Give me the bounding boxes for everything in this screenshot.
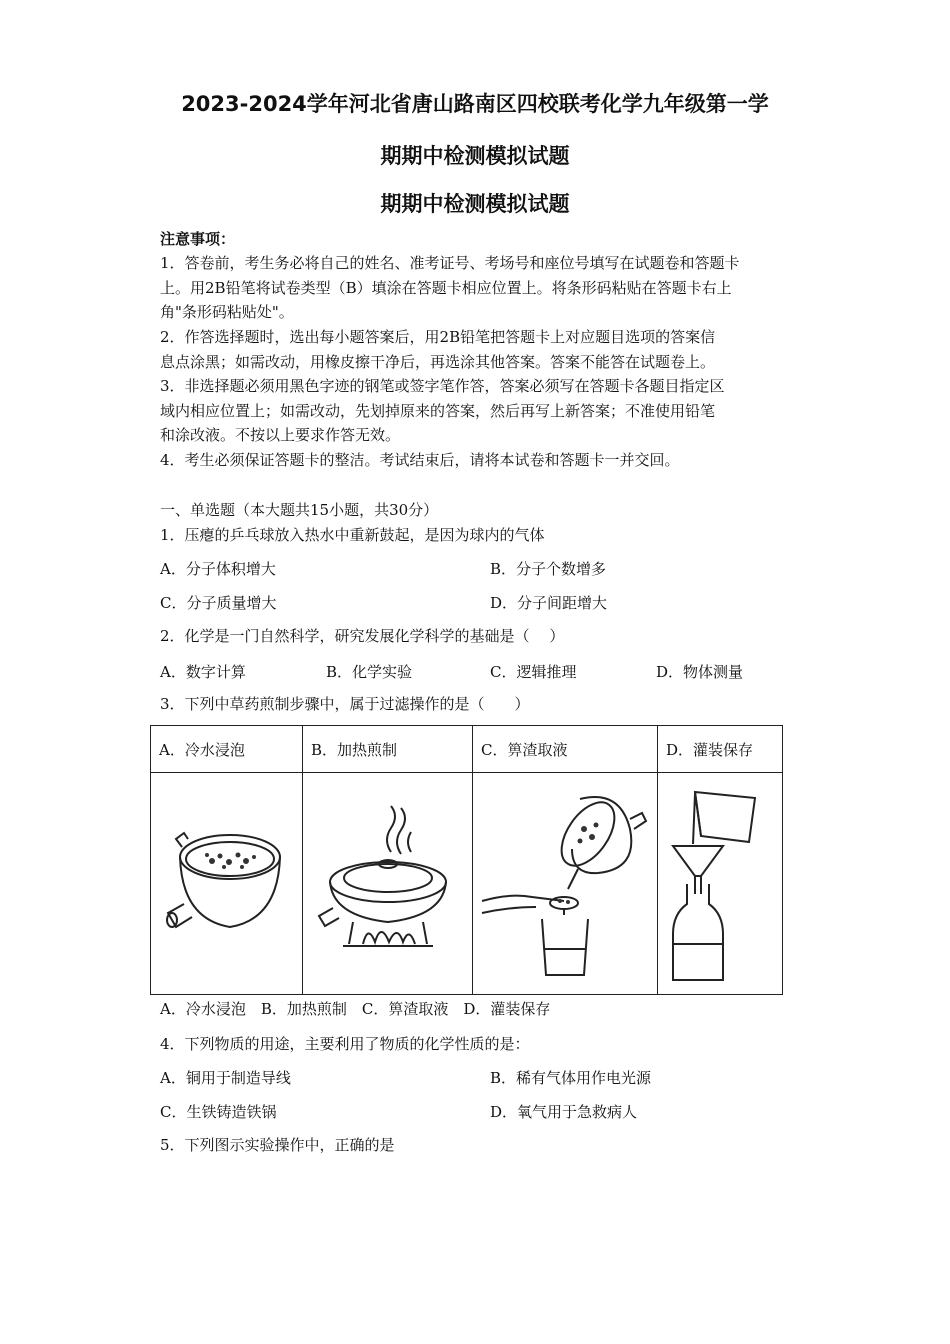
- question-2-stem: 2．化学是一门自然科学，研究发展化学科学的基础是（ ）: [160, 627, 565, 645]
- q3-image-d: [658, 773, 783, 995]
- section-heading: 一、单选题（本大题共15小题，共30分）: [160, 501, 439, 519]
- q3-image-b: [303, 773, 473, 995]
- filter-pour-icon: [480, 789, 650, 979]
- q4-option-d: D．氧气用于急救病人: [490, 1103, 638, 1121]
- question-3-stem: 3．下列中草药煎制步骤中，属于过滤操作的是（ ）: [160, 695, 530, 713]
- q2-option-b: B．化学实验: [326, 663, 413, 681]
- notice-line: 2．作答选择题时，选出每小题答案后，用2B铅笔把答题卡上对应题目选项的答案信: [160, 328, 716, 346]
- q3-image-a: [151, 773, 303, 995]
- q4-option-a: A．铜用于制造导线: [160, 1069, 291, 1087]
- doc-title-line2: 期期中检测模拟试题: [380, 144, 570, 168]
- notice-line: 3．非选择题必须用黑色字迹的钢笔或签字笔作答，答案必须写在答题卡各题目指定区: [160, 377, 725, 395]
- q3-option-row: A．冷水浸泡 B．加热煎制 C．箅渣取液 D．灌装保存: [160, 1000, 551, 1018]
- pot-icon: [162, 809, 292, 959]
- notice-line: 上。用2B铅笔将试卷类型（B）填涂在答题卡相应位置上。将条形码粘贴在答题卡右上: [160, 279, 732, 297]
- q1-option-d: D．分子间距增大: [490, 594, 608, 612]
- doc-title-line3: 期期中检测模拟试题: [380, 192, 570, 216]
- q4-option-b: B．稀有气体用作电光源: [490, 1069, 652, 1087]
- notice-line: 域内相应位置上；如需改动，先划掉原来的答案，然后再写上新答案；不准使用铅笔: [160, 402, 716, 420]
- q1-option-c: C．分子质量增大: [160, 594, 277, 612]
- funnel-bottle-icon: [665, 784, 775, 984]
- question-1-stem: 1．压瘪的乒乓球放入热水中重新鼓起，是因为球内的气体: [160, 526, 545, 544]
- notice-line: 角"条形码粘贴处"。: [160, 303, 294, 321]
- notice-line: 1．答卷前，考生务必将自己的姓名、准考证号、考场号和座位号填写在试题卷和答题卡: [160, 254, 740, 272]
- doc-title-line1: 2023-2024学年河北省唐山路南区四校联考化学九年级第一学: [181, 92, 769, 116]
- q2-option-a: A．数字计算: [160, 663, 246, 681]
- q2-option-d: D．物体测量: [656, 663, 744, 681]
- q3-header-b: B．加热煎制: [303, 726, 473, 773]
- question-4-stem: 4．下列物质的用途，主要利用了物质的化学性质的是：: [160, 1035, 530, 1053]
- notice-heading: 注意事项：: [160, 230, 236, 248]
- notice-line: 4．考生必须保证答题卡的整洁。考试结束后，请将本试卷和答题卡一并交回。: [160, 451, 680, 469]
- q3-header-a: A．冷水浸泡: [151, 726, 303, 773]
- q3-header-d: D．灌装保存: [658, 726, 783, 773]
- q3-header-c: C．箅渣取液: [473, 726, 658, 773]
- q4-option-c: C．生铁铸造铁锅: [160, 1103, 277, 1121]
- q1-option-a: A．分子体积增大: [160, 560, 276, 578]
- q3-option-table: [150, 725, 783, 995]
- q2-option-c: C．逻辑推理: [490, 663, 577, 681]
- question-5-stem: 5．下列图示实验操作中，正确的是: [160, 1136, 395, 1154]
- notice-line: 和涂改液。不按以上要求作答无效。: [160, 426, 401, 444]
- notice-line: 息点涂黑；如需改动，用橡皮擦干净后，再选涂其他答案。答案不能答在试题卷上。: [160, 353, 716, 371]
- heating-pot-icon: [313, 804, 463, 964]
- q1-option-b: B．分子个数增多: [490, 560, 607, 578]
- q3-image-c: [473, 773, 658, 995]
